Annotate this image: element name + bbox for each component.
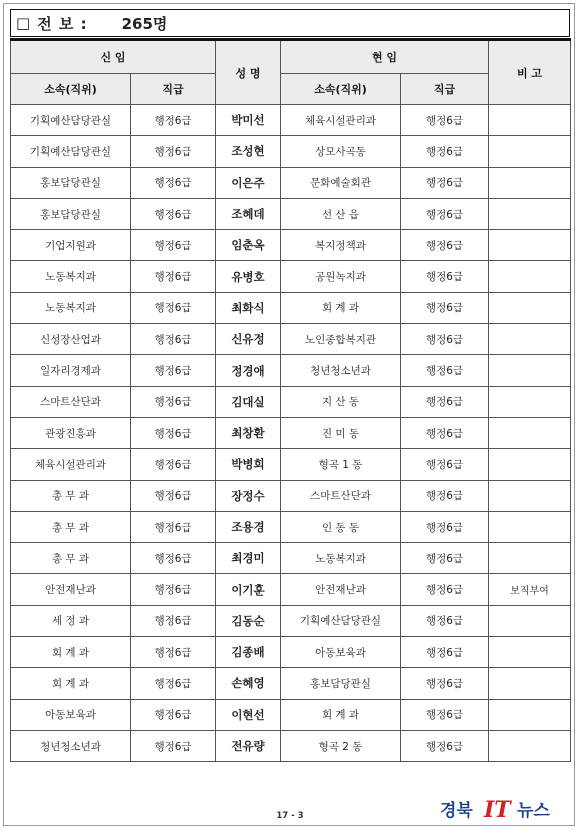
table-row xyxy=(11,355,571,386)
row-name: 최창환 xyxy=(216,417,281,448)
row-new-dept: 회 계 과 xyxy=(11,668,131,699)
row-new-grade: 행정6급 xyxy=(131,574,216,605)
row-new-grade: 행정6급 xyxy=(131,167,216,198)
row-new-dept: 청년청소년과 xyxy=(11,730,131,761)
row-current-dept: 지 산 동 xyxy=(281,386,401,417)
table-row xyxy=(11,230,571,261)
row-current-grade: 행정6급 xyxy=(401,386,489,417)
row-new-dept: 신성장산업과 xyxy=(11,324,131,355)
row-name: 신유정 xyxy=(216,324,281,355)
header-current-post: 현 임 xyxy=(281,40,489,74)
row-note: 보직부여 xyxy=(489,574,571,605)
row-new-grade: 행정6급 xyxy=(131,699,216,730)
row-current-dept: 공원녹지과 xyxy=(281,261,401,292)
row-current-dept: 체육시설관리과 xyxy=(281,105,401,136)
row-note xyxy=(489,105,571,136)
row-new-dept: 총 무 과 xyxy=(11,543,131,574)
row-new-dept: 세 정 과 xyxy=(11,605,131,636)
row-new-dept: 회 계 과 xyxy=(11,637,131,668)
row-current-grade: 행정6급 xyxy=(401,543,489,574)
row-new-grade: 행정6급 xyxy=(131,543,216,574)
header-new-dept: 소속(직위) xyxy=(11,74,131,105)
row-note xyxy=(489,543,571,574)
table-row xyxy=(11,136,571,167)
row-current-grade: 행정6급 xyxy=(401,668,489,699)
row-new-dept: 체육시설관리과 xyxy=(11,449,131,480)
row-new-grade: 행정6급 xyxy=(131,417,216,448)
row-new-grade: 행정6급 xyxy=(131,105,216,136)
checkbox-square-icon: □ xyxy=(16,13,31,32)
transfer-header xyxy=(10,9,570,37)
header-note: 비 고 xyxy=(489,40,571,105)
row-new-dept: 기획예산담당관실 xyxy=(11,136,131,167)
row-current-dept: 홍보담당관실 xyxy=(281,668,401,699)
row-current-grade: 행정6급 xyxy=(401,198,489,229)
row-current-grade: 행정6급 xyxy=(401,230,489,261)
row-new-dept: 아동보육과 xyxy=(11,699,131,730)
row-name: 손혜영 xyxy=(216,668,281,699)
header-name: 성 명 xyxy=(216,40,281,105)
table-row xyxy=(11,543,571,574)
row-current-dept: 노동복지과 xyxy=(281,543,401,574)
row-note xyxy=(489,449,571,480)
table-row xyxy=(11,261,571,292)
row-current-grade: 행정6급 xyxy=(401,324,489,355)
row-note xyxy=(489,480,571,511)
table-row xyxy=(11,292,571,323)
row-name: 정경애 xyxy=(216,355,281,386)
row-name: 조성현 xyxy=(216,136,281,167)
row-current-dept: 형곡 1 동 xyxy=(281,449,401,480)
row-new-grade: 행정6급 xyxy=(131,230,216,261)
table-row xyxy=(11,480,571,511)
logo-text-right: 뉴스 xyxy=(517,801,550,821)
row-note xyxy=(489,605,571,636)
table-row xyxy=(11,324,571,355)
row-new-grade: 행정6급 xyxy=(131,668,216,699)
row-current-dept: 선 산 읍 xyxy=(281,198,401,229)
row-current-dept: 회 계 과 xyxy=(281,292,401,323)
row-current-grade: 행정6급 xyxy=(401,699,489,730)
row-current-dept: 형곡 2 동 xyxy=(281,730,401,761)
row-new-dept: 안전재난과 xyxy=(11,574,131,605)
row-note xyxy=(489,417,571,448)
row-name: 장정수 xyxy=(216,480,281,511)
transfer-label: 전 보 : xyxy=(37,14,88,33)
row-current-dept: 노인종합복지관 xyxy=(281,324,401,355)
row-name: 이은주 xyxy=(216,167,281,198)
row-current-grade: 행정6급 xyxy=(401,417,489,448)
row-note xyxy=(489,198,571,229)
personnel-table xyxy=(10,38,571,762)
table-row xyxy=(11,198,571,229)
row-current-grade: 행정6급 xyxy=(401,605,489,636)
row-current-dept: 안전재난과 xyxy=(281,574,401,605)
row-name: 김동순 xyxy=(216,605,281,636)
row-current-grade: 행정6급 xyxy=(401,105,489,136)
row-note xyxy=(489,730,571,761)
row-name: 김대실 xyxy=(216,386,281,417)
row-current-dept: 인 동 동 xyxy=(281,511,401,542)
row-current-dept: 회 계 과 xyxy=(281,699,401,730)
row-new-dept: 총 무 과 xyxy=(11,480,131,511)
row-note xyxy=(489,261,571,292)
row-name: 최경미 xyxy=(216,543,281,574)
row-new-grade: 행정6급 xyxy=(131,511,216,542)
row-current-dept: 청년청소년과 xyxy=(281,355,401,386)
row-note xyxy=(489,136,571,167)
row-current-grade: 행정6급 xyxy=(401,511,489,542)
row-new-dept: 홍보담당관실 xyxy=(11,167,131,198)
row-new-grade: 행정6급 xyxy=(131,386,216,417)
row-current-dept: 상모사곡동 xyxy=(281,136,401,167)
row-name: 조용경 xyxy=(216,511,281,542)
page-number: 17 - 3 xyxy=(276,811,304,821)
row-note xyxy=(489,511,571,542)
row-name: 김종배 xyxy=(216,637,281,668)
table-row xyxy=(11,605,571,636)
table-row xyxy=(11,449,571,480)
row-new-dept: 홍보담당관실 xyxy=(11,198,131,229)
row-current-grade: 행정6급 xyxy=(401,355,489,386)
row-current-dept: 기획예산담당관실 xyxy=(281,605,401,636)
row-new-dept: 기획예산담당관실 xyxy=(11,105,131,136)
row-new-grade: 행정6급 xyxy=(131,261,216,292)
row-name: 전유량 xyxy=(216,730,281,761)
row-name: 최화식 xyxy=(216,292,281,323)
row-name: 이기훈 xyxy=(216,574,281,605)
row-current-dept: 진 미 동 xyxy=(281,417,401,448)
table-row xyxy=(11,668,571,699)
row-new-grade: 행정6급 xyxy=(131,292,216,323)
row-new-dept: 스마트산단과 xyxy=(11,386,131,417)
table-row xyxy=(11,574,571,605)
row-name: 유병호 xyxy=(216,261,281,292)
row-note xyxy=(489,637,571,668)
table-row xyxy=(11,730,571,761)
transfer-count: 265명 xyxy=(121,14,168,33)
row-new-dept: 노동복지과 xyxy=(11,292,131,323)
row-current-grade: 행정6급 xyxy=(401,167,489,198)
row-note xyxy=(489,355,571,386)
table-row xyxy=(11,167,571,198)
table-row xyxy=(11,637,571,668)
row-current-dept: 스마트산단과 xyxy=(281,480,401,511)
row-current-dept: 복지정책과 xyxy=(281,230,401,261)
row-name: 박미선 xyxy=(216,105,281,136)
row-current-grade: 행정6급 xyxy=(401,730,489,761)
row-name: 조혜데 xyxy=(216,198,281,229)
row-new-grade: 행정6급 xyxy=(131,198,216,229)
table-row xyxy=(11,105,571,136)
row-name: 임춘옥 xyxy=(216,230,281,261)
row-current-grade: 행정6급 xyxy=(401,480,489,511)
header-current-dept: 소속(직위) xyxy=(281,74,401,105)
header-current-grade: 직급 xyxy=(401,74,489,105)
row-current-grade: 행정6급 xyxy=(401,136,489,167)
row-note xyxy=(489,167,571,198)
table-row xyxy=(11,511,571,542)
row-note xyxy=(489,699,571,730)
row-current-dept: 아동보육과 xyxy=(281,637,401,668)
row-note xyxy=(489,230,571,261)
row-current-dept: 문화예술회관 xyxy=(281,167,401,198)
row-new-grade: 행정6급 xyxy=(131,355,216,386)
header-new-grade: 직급 xyxy=(131,74,216,105)
logo-text-left: 경북 xyxy=(440,801,473,821)
row-new-dept: 총 무 과 xyxy=(11,511,131,542)
table-row xyxy=(11,386,571,417)
row-note xyxy=(489,386,571,417)
row-new-dept: 관광진흥과 xyxy=(11,417,131,448)
gyeongbuk-it-news-logo xyxy=(438,794,570,824)
row-new-grade: 행정6급 xyxy=(131,480,216,511)
row-note xyxy=(489,324,571,355)
table-row xyxy=(11,699,571,730)
row-current-grade: 행정6급 xyxy=(401,449,489,480)
logo-text-mid: IT xyxy=(484,797,511,823)
row-new-dept: 노동복지과 xyxy=(11,261,131,292)
row-new-grade: 행정6급 xyxy=(131,730,216,761)
row-new-grade: 행정6급 xyxy=(131,637,216,668)
row-note xyxy=(489,292,571,323)
table-row xyxy=(11,417,571,448)
header-new-post: 신 임 xyxy=(11,40,216,74)
row-name: 이현선 xyxy=(216,699,281,730)
row-note xyxy=(489,668,571,699)
row-current-grade: 행정6급 xyxy=(401,574,489,605)
row-new-dept: 기업지원과 xyxy=(11,230,131,261)
row-new-dept: 일자리경제과 xyxy=(11,355,131,386)
row-new-grade: 행정6급 xyxy=(131,324,216,355)
row-current-grade: 행정6급 xyxy=(401,261,489,292)
row-current-grade: 행정6급 xyxy=(401,292,489,323)
row-new-grade: 행정6급 xyxy=(131,449,216,480)
row-current-grade: 행정6급 xyxy=(401,637,489,668)
row-new-grade: 행정6급 xyxy=(131,605,216,636)
row-name: 박병희 xyxy=(216,449,281,480)
row-new-grade: 행정6급 xyxy=(131,136,216,167)
